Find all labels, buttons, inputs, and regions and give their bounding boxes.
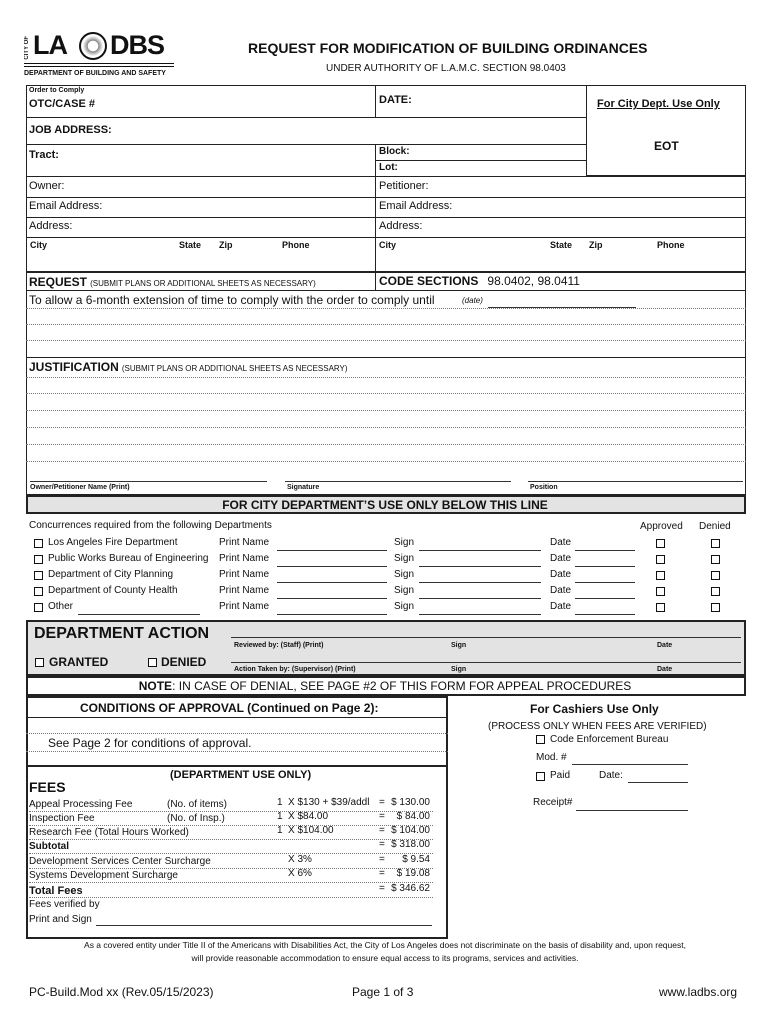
denied-label: DENIED — [161, 655, 207, 669]
denied-header: Denied — [699, 521, 731, 532]
request-heading — [29, 275, 316, 289]
approved-checkbox[interactable] — [656, 603, 665, 612]
fee-amount: $ 19.08 — [396, 868, 430, 879]
pet-city-label: City — [379, 240, 397, 250]
sig-position-label: Position — [530, 484, 558, 491]
footer-url: www.ladbs.org — [659, 985, 738, 999]
paid-date-line — [628, 782, 688, 783]
form-title: REQUEST FOR MODIFICATION OF BUILDING ORDINANCES — [248, 40, 648, 56]
print-name-line — [277, 614, 387, 615]
logo-dept-text: DEPARTMENT OF BUILDING AND SAFETY — [24, 70, 166, 77]
request-note: (SUBMIT PLANS OR ADDITIONAL SHEETS AS NECESSARY) — [90, 279, 316, 288]
print-name-label: Print Name — [219, 601, 270, 612]
sign-label: Sign — [394, 553, 415, 564]
paid-checkbox[interactable] — [536, 772, 545, 781]
fee-calc: X $130 + $39/addl — [288, 797, 370, 808]
code-sections-value: 98.0402, 98.0411 — [487, 274, 580, 288]
logo-la-text: LA — [33, 30, 67, 60]
city-seal-icon — [79, 32, 107, 60]
sign-line — [419, 566, 541, 567]
fee-calc: X 6% — [288, 868, 312, 879]
date-label: DATE: — [379, 94, 412, 106]
fee-calc: X 3% — [288, 854, 312, 865]
fee-note: (No. of Insp.) — [167, 813, 225, 824]
block-label: Block: — [379, 146, 410, 157]
otc-case-label: OTC/CASE # — [29, 98, 96, 110]
fee-equals: = — [379, 883, 385, 894]
action-taken-label: Action Taken by: (Supervisor) (Print) — [234, 666, 356, 673]
fee-label: Systems Development Surcharge — [29, 870, 178, 881]
granted-label: GRANTED — [49, 655, 109, 669]
logo-dbs-text: DBS — [110, 30, 165, 60]
lot-label: Lot: — [379, 162, 398, 173]
petitioner-label: Petitioner: — [379, 180, 429, 192]
date-line — [575, 566, 635, 567]
dept-name: Department of County Health — [48, 585, 178, 596]
eot-label: EOT — [654, 139, 679, 153]
denied-checkbox[interactable] — [711, 603, 720, 612]
dept-name: Public Works Bureau of Engineering — [48, 553, 209, 564]
fee-label: Appeal Processing Fee — [29, 799, 133, 810]
fee-label: Research Fee (Total Hours Worked) — [29, 827, 189, 838]
fee-qty: 1 — [277, 825, 283, 836]
fee-equals: = — [379, 868, 385, 879]
other-dept-line — [78, 614, 200, 615]
justification-heading — [29, 360, 348, 374]
dept-checkbox[interactable] — [34, 539, 43, 548]
request-date-hint: (date) — [462, 296, 483, 305]
reviewed-sign-label: Sign — [451, 642, 467, 649]
mod-line — [572, 764, 688, 765]
request-text: To allow a 6-month extension of time to comply with the order to comply until — [29, 293, 435, 307]
print-name-label: Print Name — [219, 585, 270, 596]
receipt-label: Receipt# — [533, 797, 573, 808]
fee-equals: = — [379, 797, 385, 808]
date-line — [575, 614, 635, 615]
mod-label: Mod. # — [536, 752, 567, 763]
fee-amount: $ 346.62 — [391, 883, 430, 894]
denied-checkbox[interactable] — [711, 587, 720, 596]
denied-checkbox[interactable] — [711, 571, 720, 580]
dept-name: Department of City Planning — [48, 569, 174, 580]
petitioner-address-label: Address: — [379, 220, 423, 232]
denial-note — [0, 679, 770, 693]
fee-label: Subtotal — [29, 841, 69, 852]
dept-checkbox[interactable] — [34, 587, 43, 596]
denied-checkbox[interactable] — [711, 555, 720, 564]
fee-amount: $ 130.00 — [391, 797, 430, 808]
form-subtitle: UNDER AUTHORITY OF L.A.M.C. SECTION 98.0403 — [326, 63, 566, 74]
approved-checkbox[interactable] — [656, 587, 665, 596]
print-name-line — [277, 550, 387, 551]
owner-address-label: Address: — [29, 220, 73, 232]
owner-city-label: City — [30, 240, 48, 250]
footer-page: Page 1 of 3 — [352, 985, 414, 999]
request-label: REQUEST — [29, 275, 88, 289]
tract-label: Tract: — [29, 149, 59, 161]
fee-equals: = — [379, 811, 385, 822]
reviewed-by-label: Reviewed by: (Staff) (Print) — [234, 642, 324, 649]
city-use-bar-text: FOR CITY DEPARTMENT’S USE ONLY BELOW THIS LINE — [222, 498, 548, 512]
conditions-title: CONDITIONS OF APPROVAL (Continued on Page 2): — [80, 701, 379, 715]
sign-label: Sign — [394, 569, 415, 580]
sign-label: Sign — [394, 537, 415, 548]
fees-title: FEES — [29, 779, 66, 795]
fee-qty: 1 — [277, 797, 283, 808]
owner-zip-label: Zip — [219, 240, 233, 250]
fee-calc: X $84.00 — [288, 811, 329, 822]
sign-line — [419, 614, 541, 615]
order-comply-label: Order to Comply — [29, 87, 85, 94]
fees-verified-line — [96, 925, 432, 926]
date-line — [575, 550, 635, 551]
print-name-label: Print Name — [219, 569, 270, 580]
dept-name: Other — [48, 601, 74, 612]
sign-line — [419, 598, 541, 599]
approved-checkbox[interactable] — [656, 539, 665, 548]
date-label: Date — [550, 601, 572, 612]
footer-form-id: PC-Build.Mod xx (Rev.05/15/2023) — [29, 985, 214, 999]
denied-checkbox[interactable] — [711, 539, 720, 548]
concurrences-header: Concurrences required from the following Departments — [29, 520, 272, 531]
date-label: Date — [550, 553, 572, 564]
denial-note-text: : IN CASE OF DENIAL, SEE PAGE #2 OF THIS FORM FOR APPEAL PROCEDURES — [172, 679, 632, 693]
fee-label: Inspection Fee — [29, 813, 95, 824]
sig-sign-label: Signature — [287, 484, 320, 491]
job-address-label: JOB ADDRESS: — [29, 124, 112, 136]
paid-date-label: Date: — [599, 770, 623, 781]
logo-city-text: CITY OF — [24, 36, 30, 60]
code-sections-label: CODE SECTIONS — [379, 274, 479, 288]
petitioner-email-label: Email Address: — [379, 200, 453, 212]
date-label: Date — [550, 537, 572, 548]
fee-amount: $ 84.00 — [396, 811, 430, 822]
sig-name-label: Owner/Petitioner Name (Print) — [30, 484, 130, 491]
cashiers-note: (PROCESS ONLY WHEN FEES ARE VERIFIED) — [488, 721, 707, 732]
fees-print-sign-label: Print and Sign — [29, 914, 92, 925]
receipt-line — [576, 810, 688, 811]
action-sign-label: Sign — [451, 666, 467, 673]
code-enf-checkbox[interactable] — [536, 735, 545, 744]
date-label: Date — [550, 585, 572, 596]
action-date-label: Date — [657, 666, 673, 673]
print-name-line — [277, 582, 387, 583]
owner-phone-label: Phone — [282, 240, 310, 250]
dept-name: Los Angeles Fire Department — [48, 537, 178, 548]
date-line — [575, 582, 635, 583]
denial-note-bold: NOTE — [138, 679, 173, 693]
approved-header: Approved — [640, 521, 683, 532]
sign-label: Sign — [394, 601, 415, 612]
ada-line-1: As a covered entity under Title II of the Americans with Disabilities Act, the City of Los Angeles does not discriminate on the basis of disability and, upon request, — [84, 940, 686, 950]
print-name-label: Print Name — [219, 537, 270, 548]
fees-box — [26, 765, 448, 939]
owner-label: Owner: — [29, 180, 65, 192]
justification-label: JUSTIFICATION — [29, 360, 119, 374]
pet-zip-label: Zip — [589, 240, 603, 250]
fee-equals: = — [379, 825, 385, 836]
date-line — [575, 598, 635, 599]
fee-label: Development Services Center Surcharge — [29, 856, 211, 867]
dept-checkbox[interactable] — [34, 555, 43, 564]
fee-equals: = — [379, 854, 385, 865]
granted-checkbox[interactable] — [35, 658, 44, 667]
owner-state-label: State — [179, 240, 202, 250]
cashiers-title: For Cashiers Use Only — [530, 702, 659, 716]
code-sections — [379, 274, 580, 288]
approved-checkbox[interactable] — [656, 555, 665, 564]
fee-amount: $ 9.54 — [402, 854, 430, 865]
sign-label: Sign — [394, 585, 415, 596]
fee-label: Total Fees — [29, 885, 83, 897]
dept-checkbox[interactable] — [34, 603, 43, 612]
denied-checkbox[interactable] — [148, 658, 157, 667]
ladbs-logo — [24, 30, 176, 82]
dept-checkbox[interactable] — [34, 571, 43, 580]
sign-line — [419, 582, 541, 583]
fee-equals: = — [379, 839, 385, 850]
owner-email-label: Email Address: — [29, 200, 103, 212]
approved-checkbox[interactable] — [656, 571, 665, 580]
conditions-text: See Page 2 for conditions of approval. — [48, 736, 252, 750]
city-use-label: For City Dept. Use Only — [597, 98, 720, 110]
fee-amount: $ 104.00 — [391, 825, 430, 836]
reviewed-date-label: Date — [657, 642, 673, 649]
sign-line — [419, 550, 541, 551]
fee-calc: X $104.00 — [288, 825, 334, 836]
date-label: Date — [550, 569, 572, 580]
ada-line-2: will provide reasonable accommodation to ensure equal access to its programs, services and activities. — [191, 953, 579, 963]
code-enf-label: Code Enforcement Bureau — [550, 734, 669, 745]
dept-action-title: DEPARTMENT ACTION — [34, 625, 210, 642]
pet-state-label: State — [550, 240, 573, 250]
fees-dept-use: (DEPARTMENT USE ONLY) — [170, 769, 312, 781]
print-name-line — [277, 598, 387, 599]
fee-amount: $ 318.00 — [391, 839, 430, 850]
fee-qty: 1 — [277, 811, 283, 822]
justification-note: (SUBMIT PLANS OR ADDITIONAL SHEETS AS NECESSARY) — [121, 364, 348, 373]
paid-label: Paid — [550, 770, 571, 781]
fees-verified-label: Fees verified by — [29, 899, 100, 910]
print-name-label: Print Name — [219, 553, 270, 564]
print-name-line — [277, 566, 387, 567]
pet-phone-label: Phone — [657, 240, 685, 250]
fee-note: (No. of items) — [167, 799, 228, 810]
